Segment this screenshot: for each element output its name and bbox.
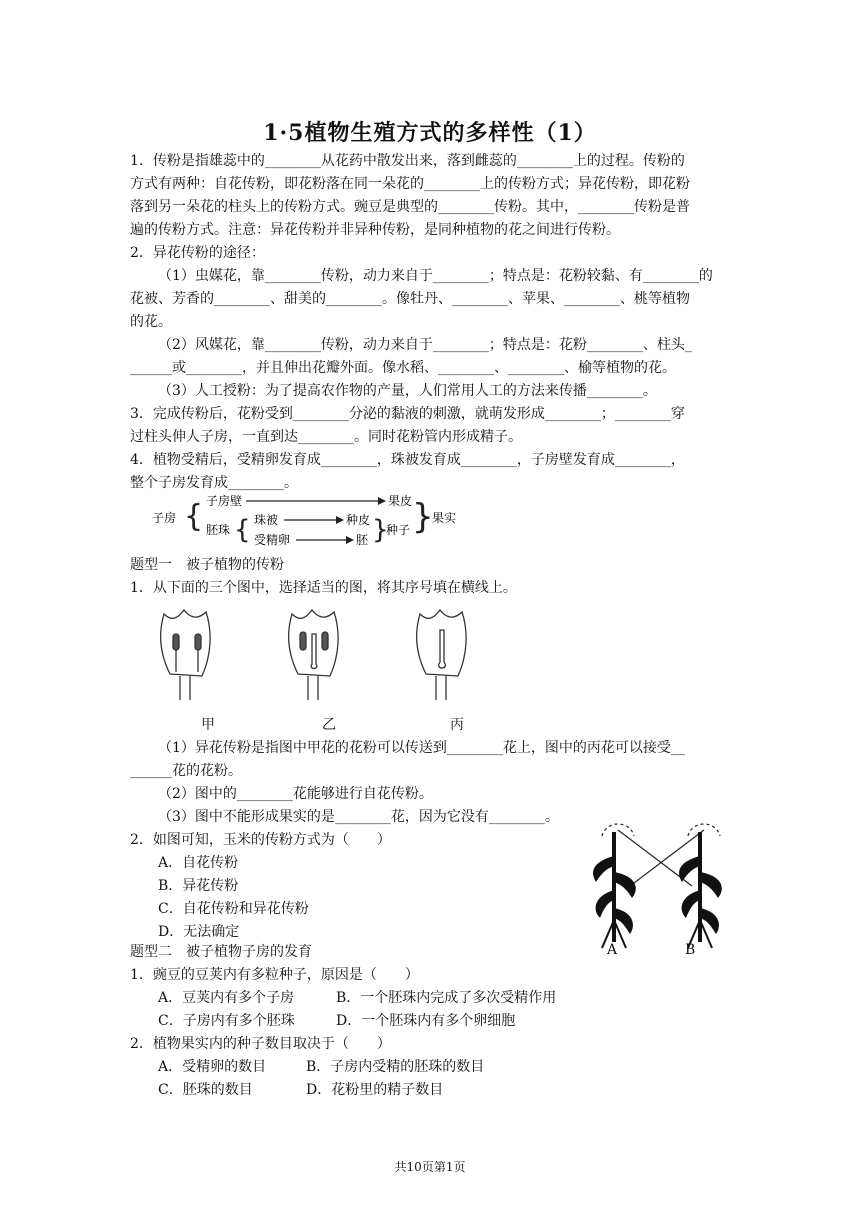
option-d: D．花粉里的精子数目 [306,1082,444,1098]
corn-plant-b-icon [679,832,722,948]
ovary-development-diagram [150,490,490,550]
text-line: 的花。 [130,314,172,330]
text-line: 2．异花传粉的途径： [130,245,265,261]
diagram-integument: 珠被 [254,513,279,527]
text-line: （3）图中不能形成果实的是________花，因为它没有________。 [158,809,559,825]
text-line: ______花的花粉。 [130,763,242,779]
corn-label: B [685,942,696,958]
option-d: D．一个胚珠内有多个卵细胞 [336,1013,516,1029]
text-line: （1）异花传粉是指图中甲花的花粉可以传送到________花上，图中的丙花可以接受__ [158,740,685,756]
text-line: 3．完成传粉后，花粉受到________分泌的黏液的刺激，就萌发形成________；________穿 [130,406,685,422]
page-title: 1·5植物生殖方式的多样性（1） [263,120,597,146]
text-line: 4．植物受精后，受精卵发育成________，珠被发育成________，子房壁发育成________， [130,452,685,468]
option-c: C．胚珠的数目 [158,1082,253,1098]
flower-yi-icon [289,610,338,700]
diagram-seed: 种子 [386,523,411,537]
brace-close-icon: } [372,515,389,545]
text-line: 过柱头伸人子房，一直到达________。同时花粉管内形成精子。 [130,429,522,445]
text-line: （2）图中的________花能够进行自花传粉。 [158,786,433,802]
option-d: D．无法确定 [158,924,240,940]
text-line: 遍的传粉方式。注意：异花传粉并非异种传粉，是同种植物的花之间进行传粉。 [130,222,620,238]
page-footer: 共10页第1页 [394,1160,466,1174]
diagram-ovary-wall: 子房壁 [206,494,243,508]
flower-bing-icon [417,610,466,700]
corn-pollination-illustration [572,816,732,956]
arrow-head [378,497,386,505]
flower-label: 丙 [450,717,464,733]
diagram-fruit: 果实 [432,511,457,525]
arrow-head [336,516,344,524]
arrow-head [346,536,354,544]
text-line: 落到另一朵花的柱头上的传粉方式。豌豆是典型的________传粉。其中，________传粉是普 [130,199,690,215]
option-a: A．豆荚内有多个子房 [158,990,295,1006]
corn-plant-a-icon [593,832,636,948]
text-line: （3）人工授粉：为了提高农作物的产量，人们常用人工的方法来传播________。 [158,383,657,399]
text-line: ______或________，并且伸出花瓣外面。像水稻、________、________、榆等植物的花。 [130,360,676,376]
option-b: B．一个胚珠内完成了多次受精作用 [336,990,557,1006]
question-stem: 1．豌豆的豆荚内有多粒种子，原因是（ ） [130,967,419,983]
text-line: 方式有两种：自花传粉，即花粉落在同一朵花的________上的传粉方式；异花传粉，即花粉 [130,176,690,192]
section-heading: 题型一 被子植物的传粉 [130,557,284,573]
flower-illustrations [150,604,510,704]
text-line: （1）虫媒花，靠________传粉，动力来自于________；特点是：花粉较黏、有________的 [158,268,713,284]
option-b: B．子房内受精的胚珠的数目 [306,1059,485,1075]
flower-label: 乙 [322,717,336,733]
brace-close-icon: } [412,497,434,537]
diagram-fertilized-egg: 受精卵 [254,533,291,547]
diagram-pericarp: 果皮 [388,494,413,508]
option-b: B．异花传粉 [158,878,239,894]
diagram-embryo: 胚 [356,533,369,547]
diagram-ovary: 子房 [152,511,177,525]
option-a: A．受精卵的数目 [158,1059,267,1075]
flower-jia-icon [161,610,210,700]
text-line: 整个子房发育成________。 [130,475,298,491]
text-line: 1．传粉是指雄蕊中的________从花药中散发出来，落到雌蕊的________上的过程。传粉的 [130,153,685,169]
question-stem: 2．植物果实内的种子数目取决于（ ） [130,1036,391,1052]
brace-icon: { [234,515,251,545]
text-line: （2）风媒花，靠________传粉，动力来自于________；特点是：花粉________、柱头_ [158,337,692,353]
diagram-ovule: 胚珠 [206,523,231,537]
option-c: C．自花传粉和异花传粉 [158,901,309,917]
section-heading: 题型二 被子植物子房的发育 [130,944,312,960]
diagram-seed-coat: 种皮 [346,513,371,527]
flower-label: 甲 [201,717,215,733]
option-c: C．子房内有多个胚珠 [158,1013,295,1029]
cross-arrow [630,830,704,886]
question-stem: 2．如图可知，玉米的传粉方式为（ ） [130,832,391,848]
corn-label: A [607,942,618,958]
option-a: A．自花传粉 [158,855,239,871]
text-line: 花被、芳香的________、甜美的________。像牡丹、________、苹果、________、桃等植物 [130,291,690,307]
brace-icon: { [184,499,204,534]
question-stem: 1．从下面的三个图中，选择适当的图，将其序号填在横线上。 [130,580,517,596]
